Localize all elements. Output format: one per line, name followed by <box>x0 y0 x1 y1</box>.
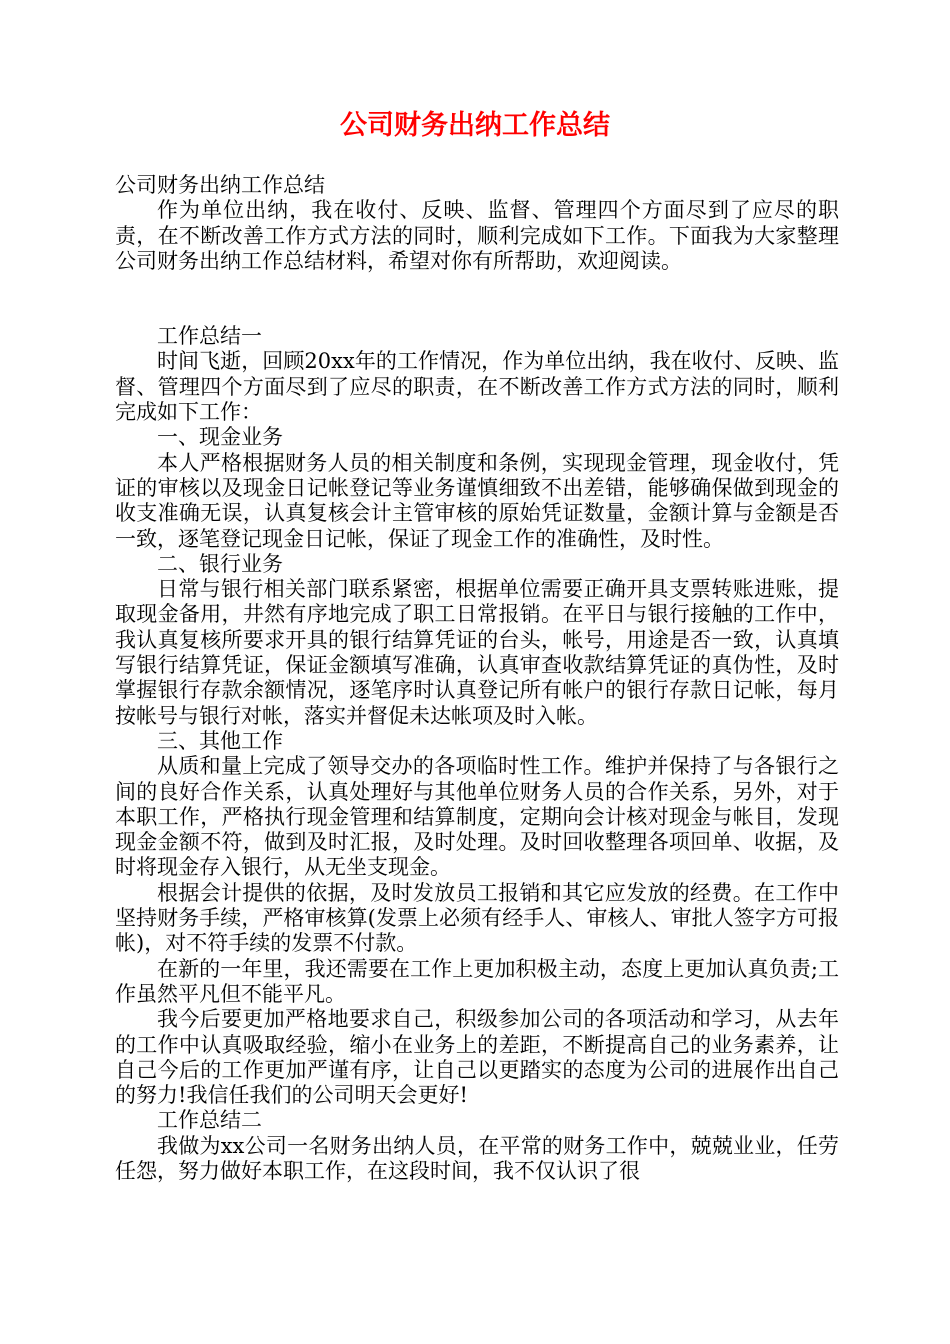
summary-two-paragraph: 我做为xx公司一名财务出纳人员，在平常的财务工作中，兢兢业业，任劳任怨，努力做好本职工作，在这段时间，我不仅认识了很 <box>115 1133 839 1183</box>
cash-business-paragraph: 本人严格根据财务人员的相关制度和条例，实现现金管理，现金收付，凭证的审核以及现金日记帐登记等业务谨慎细致不出差错，能够确保做到现金的收支准确无误，认真复核会计主管审核的原始凭证数量，金额计算与金额是否一致，逐笔登记现金日记帐，保证了现金工作的准确性，及时性。 <box>115 450 839 551</box>
section-heading-summary-one: 工作总结一 <box>157 324 262 349</box>
summary-one-intro-paragraph: 时间飞逝，回顾20xx年的工作情况，作为单位出纳，我在收付、反映、监督、管理四个方面尽到了应尽的职责，在不断改善工作方式方法的同时，顺利完成如下工作： <box>115 349 839 425</box>
subheading-other-work: 三、其他工作 <box>157 728 283 753</box>
intro-paragraph: 作为单位出纳，我在收付、反映、监督、管理四个方面尽到了应尽的职责，在不断改善工作方式方法的同时，顺利完成如下工作。下面我为大家整理公司财务出纳工作总结材料，希望对你有所帮助，欢迎阅读。 <box>115 198 839 273</box>
subheading-bank-business: 二、银行业务 <box>157 551 283 576</box>
future-plan-paragraph: 我今后要更加严格地要求自己，积级参加公司的各项活动和学习，从去年的工作中认真吸取经验，缩小在业务上的差距，不断提高自己的业务素养，让自己今后的工作更加严谨有序，让自己以更踏实的态度为公司的进展作出自己的努力!我信任我们的公司明天会更好! <box>115 1007 839 1108</box>
document-body <box>115 173 839 1184</box>
bank-business-paragraph: 日常与银行相关部门联系紧密，根据单位需要正确开具支票转账进账，提取现金备用，井然有序地完成了职工日常报销。在平日与银行接触的工作中，我认真复核所要求开具的银行结算凭证的台头，帐号，用途是否一致，认真填写银行结算凭证，保证金额填写准确，认真审查收款结算凭证的真伪性，及时掌握银行存款余额情况，逐笔序时认真登记所有帐户的银行存款日记帐，每月按帐号与银行对帐，落实并督促未达帐项及时入帐。 <box>115 577 839 728</box>
other-work-paragraph: 从质和量上完成了领导交办的各项临时性工作。维护并保持了与各银行之间的良好合作关系，认真处理好与其他单位财务人员的合作关系，另外，对于本职工作，严格执行现金管理和结算制度，定期向会计核对现金与帐目，发现现金金额不符，做到及时汇报，及时处理。及时回收整理各项回单、收据，及时将现金存入银行，从无坐支现金。 <box>115 754 839 880</box>
new-year-paragraph: 在新的一年里，我还需要在工作上更加积极主动，态度上更加认真负责;工作虽然平凡但不能平凡。 <box>115 956 839 1006</box>
section-heading-summary-two: 工作总结二 <box>157 1108 262 1133</box>
reimbursement-paragraph: 根据会计提供的依据，及时发放员工报销和其它应发放的经费。在工作中坚持财务手续，严格审核算(发票上必须有经手人、审核人、审批人签字方可报帐)，对不符手续的发票不付款。 <box>115 880 839 956</box>
document-title: 公司财务出纳工作总结 <box>340 110 610 141</box>
body-heading: 公司财务出纳工作总结 <box>115 173 325 197</box>
subheading-cash-business: 一、现金业务 <box>157 425 283 450</box>
section-spacer <box>115 274 839 324</box>
